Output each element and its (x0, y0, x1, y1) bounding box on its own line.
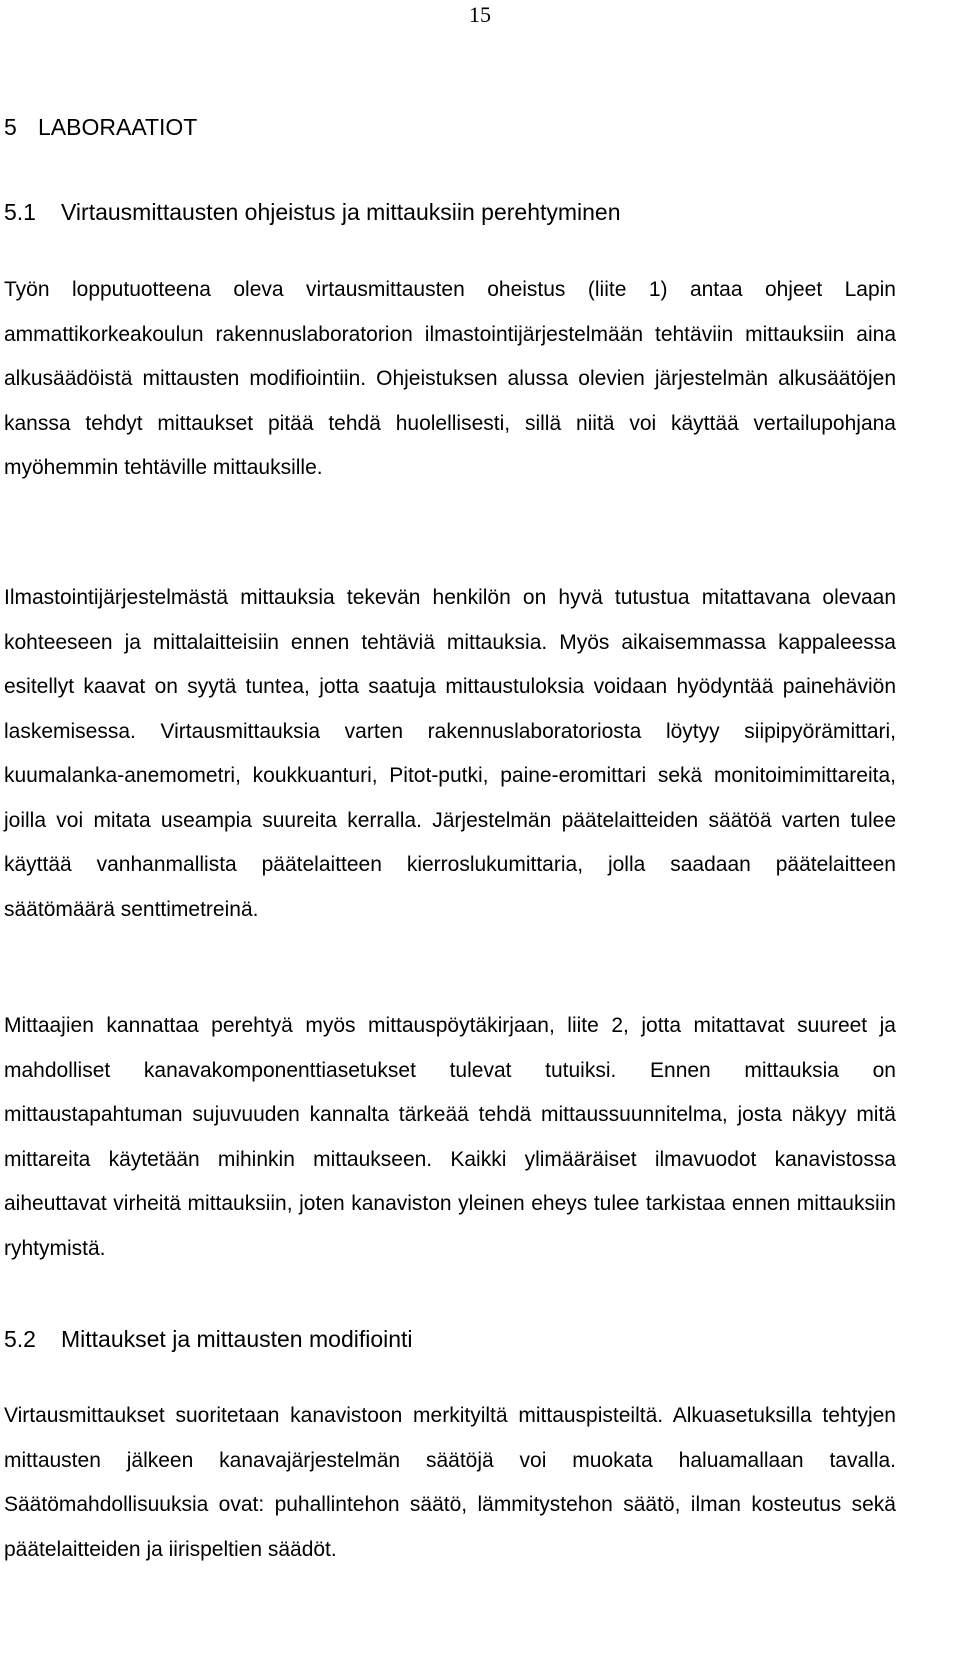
section-title: Virtausmittausten ohjeistus ja mittauksiin perehtyminen (61, 199, 621, 225)
paragraph-1: Työn lopputuotteena oleva virtausmittausten oheistus (liite 1) antaa ohjeet Lapin ammattikorkeakoulun rakennuslaboratorion ilmastointijärjestelmään tehtäviin mittauksiin aina alkusäädöistä mittausten modifiointiin. Ohjeistuksen alussa olevien järjestelmän alkusäätöjen kanssa tehdyt mittaukset pitää tehdä huolellisesti, sillä niitä voi käyttää vertailupohjana myöhemmin tehtäville mittauksille. (4, 278, 896, 479)
chapter-heading (4, 114, 197, 141)
paragraph-2: Ilmastointijärjestelmästä mittauksia tekevän henkilön on hyvä tutustua mitattavana olevaan kohteeseen ja mittalaitteisiin ennen tehtäviä mittauksia. Myös aikaisemmassa kappaleessa esitellyt kaavat on syytä tuntea, jotta saatuja mittaustuloksia voidaan hyödyntää painehäviön laskemisessa. Virtausmittauksia varten rakennuslaboratoriosta löytyy siipipyörämittari, kuumalanka-anemometri, koukkuanturi, Pitot-putki, paine-eromittari sekä monitoimimittareita, joilla voi mitata useampia suureita kerralla. Järjestelmän päätelaitteiden säätöä varten tulee käyttää vanhanmallista päätelaitteen kierroslukumittaria, jolla saadaan päätelaitteen säätömäärä senttimetreinä. (4, 586, 896, 921)
section-heading-5-2 (4, 1326, 413, 1353)
chapter-number: 5 (4, 114, 17, 140)
section-heading-5-1 (4, 199, 621, 226)
paragraph-4: Virtausmittaukset suoritetaan kanavistoon merkityiltä mittauspisteiltä. Alkuasetuksilla tehtyjen mittausten jälkeen kanavajärjestelmän säätöjä voi muokata haluamallaan tavalla. Säätömahdollisuuksia ovat: puhallintehon säätö, lämmitystehon säätö, ilman kosteutus sekä päätelaitteiden ja iirispeltien säädöt. (4, 1404, 896, 1561)
section-number: 5.2 (4, 1326, 36, 1352)
page-number: 15 (469, 2, 491, 27)
paragraph-3: Mittaajien kannattaa perehtyä myös mittauspöytäkirjaan, liite 2, jotta mitattavat suureet ja mahdolliset kanavakomponenttiasetukset tulevat tutuiksi. Ennen mittauksia on mittaustapahtuman sujuvuuden kannalta tärkeää tehdä mittaussuunnitelma, josta näkyy mitä mittareita käytetään mihinkin mittaukseen. Kaikki ylimääräiset ilmavuodot kanavistossa aiheuttavat virheitä mittauksiin, joten kanaviston yleinen eheys tulee tarkistaa ennen mittauksiin ryhtymistä. (4, 1014, 896, 1260)
chapter-title: LABORAATIOT (38, 114, 198, 140)
section-number: 5.1 (4, 199, 36, 225)
section-title: Mittaukset ja mittausten modifiointi (61, 1326, 413, 1352)
